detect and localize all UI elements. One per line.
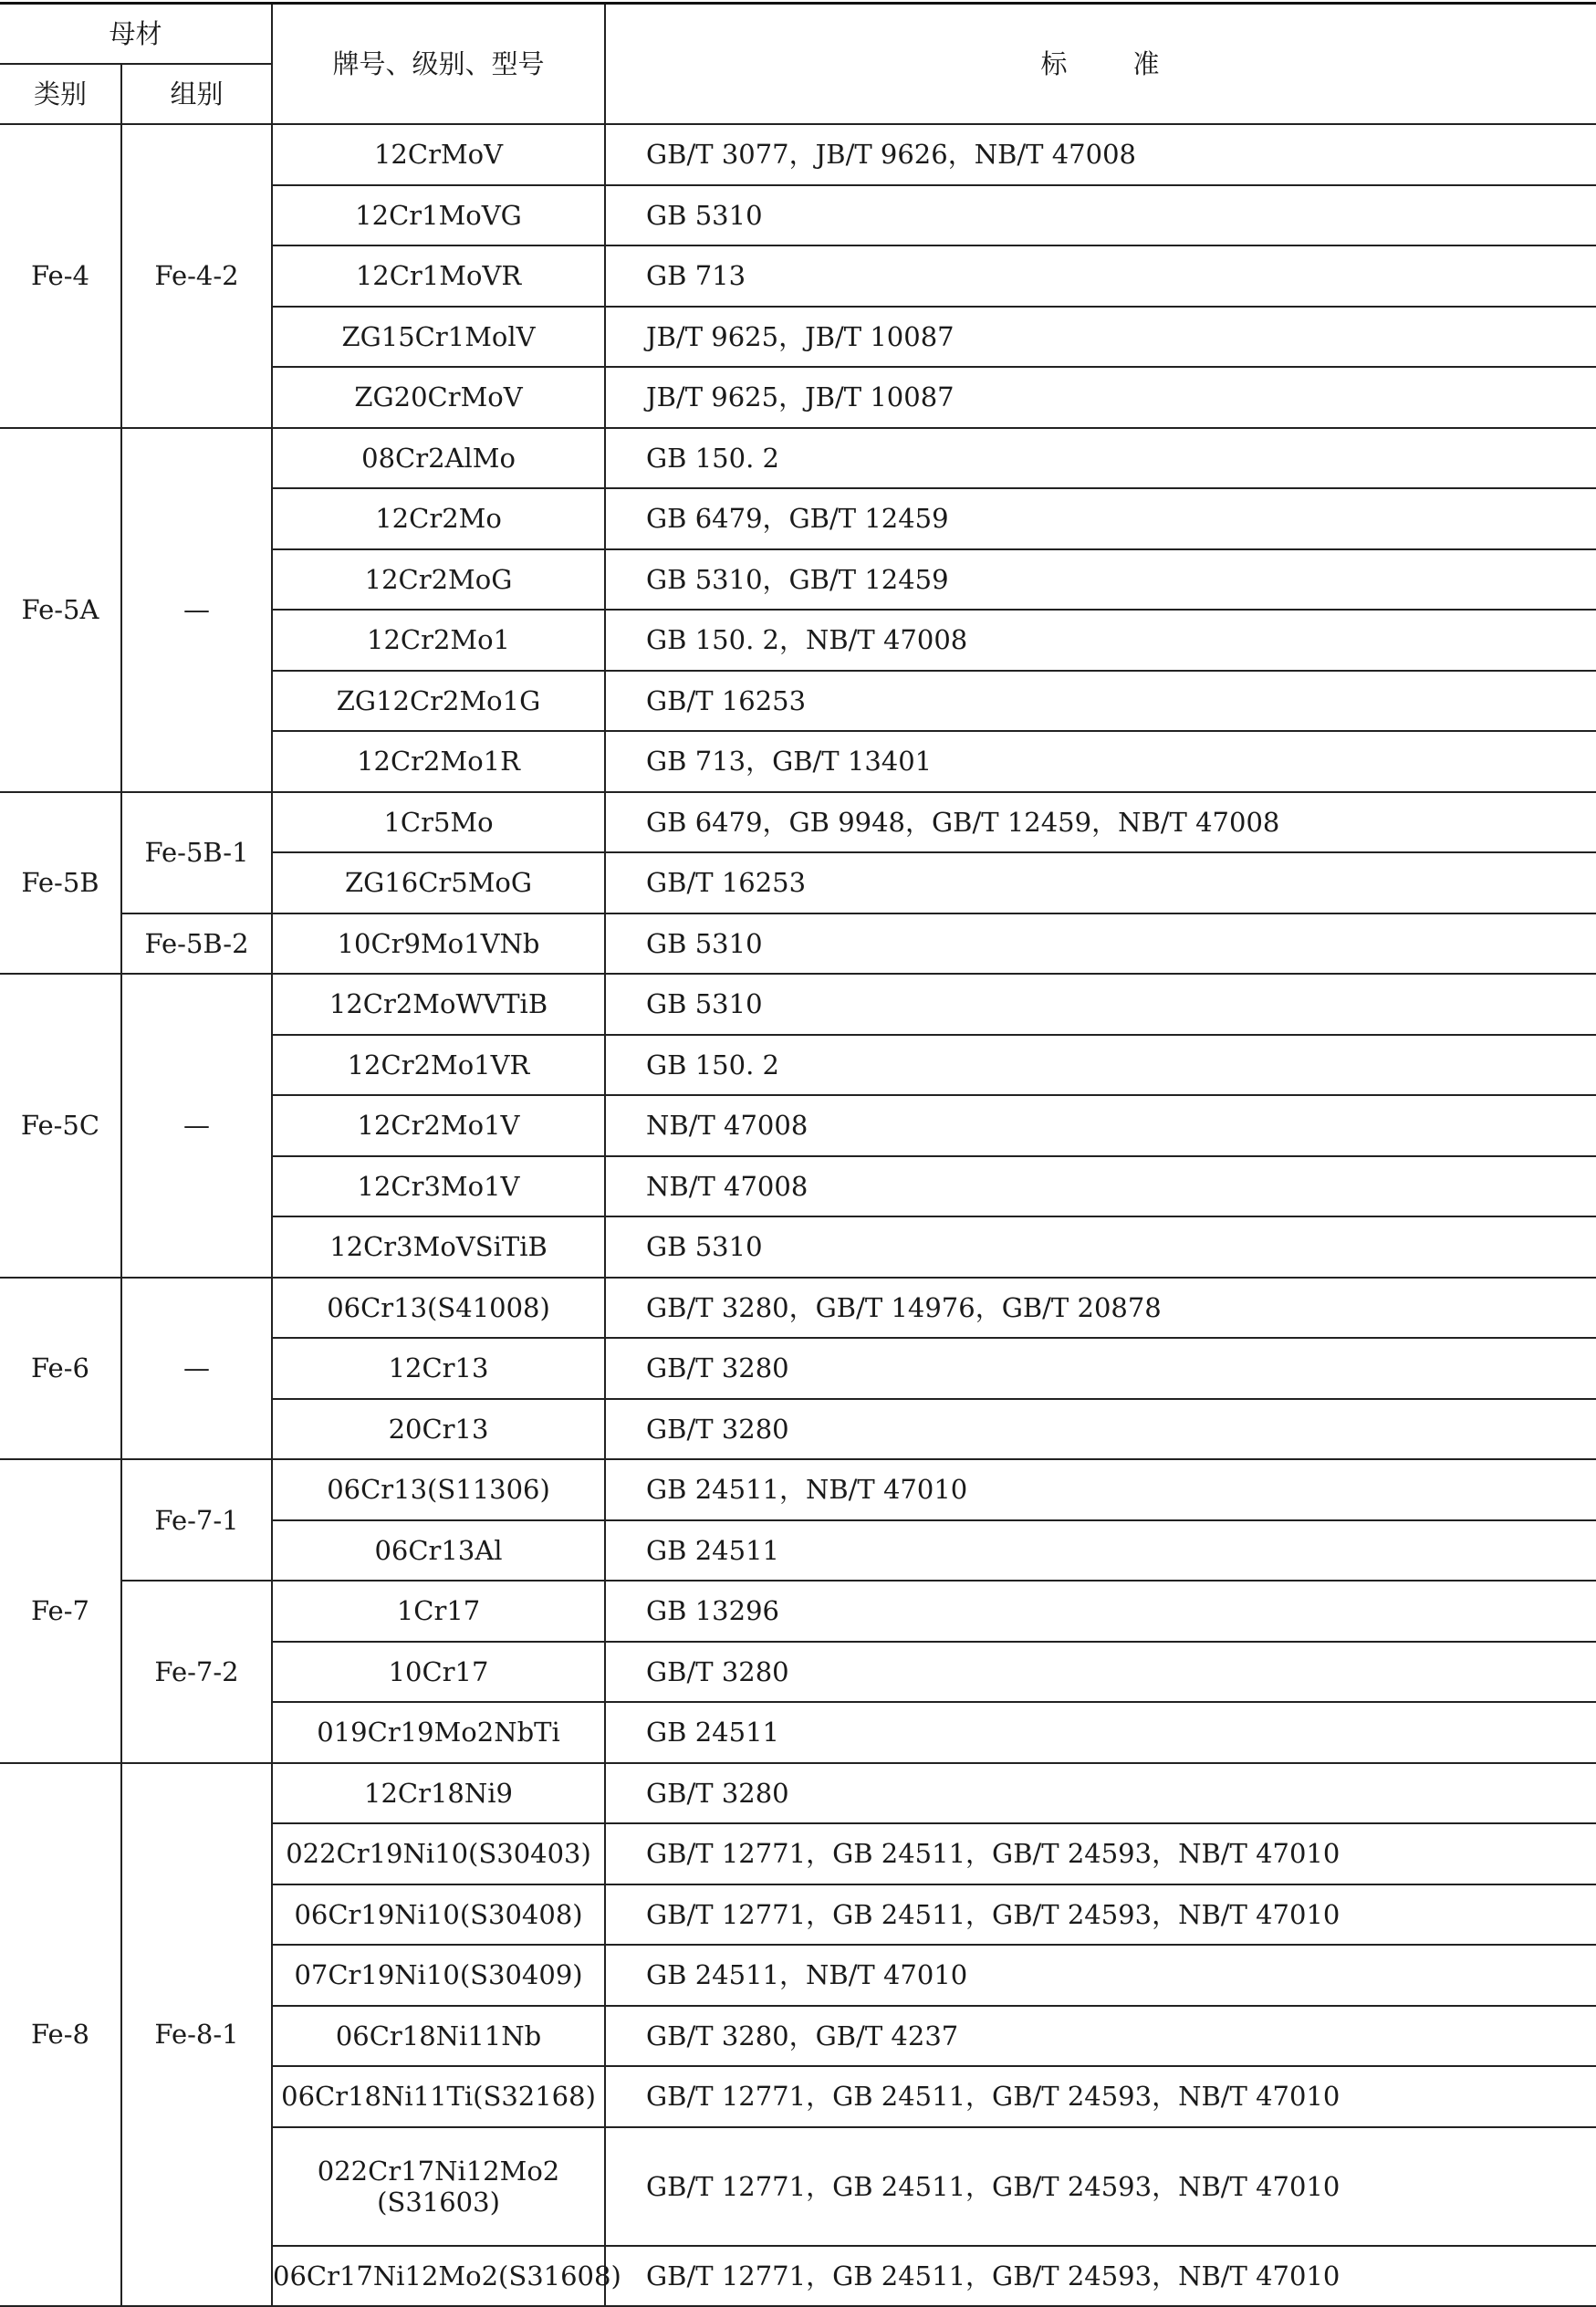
group-cell: — — [121, 428, 272, 792]
grade-cell: 12Cr3Mo1V — [272, 1156, 605, 1217]
standard-cell: GB 5310，GB/T 12459 — [605, 549, 1596, 611]
category-cell: Fe-4 — [0, 124, 121, 428]
category-cell: Fe-7 — [0, 1459, 121, 1763]
grade-cell: 12Cr2MoG — [272, 549, 605, 611]
material-standards-table — [0, 2, 1596, 2307]
standard-cell: GB 24511 — [605, 1520, 1596, 1581]
table-row — [0, 124, 1596, 185]
grade-cell: 12Cr2Mo1VR — [272, 1035, 605, 1096]
standard-cell: GB/T 3280，GB/T 14976，GB/T 20878 — [605, 1278, 1596, 1339]
table-row — [0, 913, 1596, 975]
grade-cell: 12CrMoV — [272, 124, 605, 185]
grade-cell: ZG15Cr1MolV — [272, 307, 605, 368]
category-cell: Fe-5C — [0, 974, 121, 1278]
grade-cell: 1Cr5Mo — [272, 792, 605, 853]
standard-cell: GB/T 12771，GB 24511，GB/T 24593，NB/T 47010 — [605, 2127, 1596, 2246]
grade-cell: 06Cr18Ni11Ti(S32168) — [272, 2066, 605, 2127]
header-row-1 — [0, 4, 1596, 65]
standard-cell: GB/T 3280 — [605, 1399, 1596, 1460]
category-cell: Fe-5B — [0, 792, 121, 975]
grade-cell: 1Cr17 — [272, 1581, 605, 1642]
standard-cell: GB 24511，NB/T 47010 — [605, 1945, 1596, 2006]
standard-cell: GB/T 3280，GB/T 4237 — [605, 2006, 1596, 2067]
grade-cell: 12Cr2Mo1 — [272, 610, 605, 671]
standard-cell: GB 713，GB/T 13401 — [605, 731, 1596, 792]
standard-cell: GB 5310 — [605, 185, 1596, 246]
grade-cell: 12Cr1MoVG — [272, 185, 605, 246]
standard-cell: GB/T 3280 — [605, 1763, 1596, 1824]
grade-cell: 12Cr1MoVR — [272, 245, 605, 307]
table-row — [0, 1459, 1596, 1520]
grade-cell: 10Cr17 — [272, 1642, 605, 1703]
grade-cell: 20Cr13 — [272, 1399, 605, 1460]
grade-cell: 06Cr19Ni10(S30408) — [272, 1884, 605, 1946]
grade-cell: 019Cr19Mo2NbTi — [272, 1702, 605, 1763]
header-category: 类别 — [0, 64, 121, 124]
standard-cell: GB 6479，GB 9948，GB/T 12459，NB/T 47008 — [605, 792, 1596, 853]
grade-cell: 12Cr2Mo1R — [272, 731, 605, 792]
category-cell: Fe-8 — [0, 1763, 121, 2307]
table-row — [0, 1763, 1596, 1824]
standard-cell: GB 6479，GB/T 12459 — [605, 488, 1596, 549]
group-cell: — — [121, 974, 272, 1278]
group-cell: Fe-7-2 — [121, 1581, 272, 1763]
header-group: 组别 — [121, 64, 272, 124]
grade-cell: ZG12Cr2Mo1G — [272, 671, 605, 732]
standard-cell: GB 24511 — [605, 1702, 1596, 1763]
grade-cell: 06Cr17Ni12Mo2(S31608) — [272, 2246, 605, 2307]
grade-cell: 06Cr13(S11306) — [272, 1459, 605, 1520]
standard-cell: NB/T 47008 — [605, 1156, 1596, 1217]
table-body — [0, 4, 1596, 2307]
grade-cell: 07Cr19Ni10(S30409) — [272, 1945, 605, 2006]
group-cell: Fe-4-2 — [121, 124, 272, 428]
table-row — [0, 1581, 1596, 1642]
standard-cell: GB 13296 — [605, 1581, 1596, 1642]
standard-cell: GB 150. 2，NB/T 47008 — [605, 610, 1596, 671]
group-cell: Fe-7-1 — [121, 1459, 272, 1581]
header-standard — [605, 4, 1596, 125]
grade-cell: 12Cr3MoVSiTiB — [272, 1216, 605, 1278]
standard-cell: GB 24511，NB/T 47010 — [605, 1459, 1596, 1520]
grade-cell: 10Cr9Mo1VNb — [272, 913, 605, 975]
standard-cell: GB 5310 — [605, 913, 1596, 975]
header-grade: 牌号、级别、型号 — [272, 4, 605, 125]
grade-cell: 06Cr13(S41008) — [272, 1278, 605, 1339]
standard-cell: GB 713 — [605, 245, 1596, 307]
grade-cell: 06Cr18Ni11Nb — [272, 2006, 605, 2067]
header-parent-material: 母材 — [0, 4, 272, 65]
grade-cell: 022Cr17Ni12Mo2 (S31603) — [272, 2127, 605, 2246]
standard-cell: GB/T 12771，GB 24511，GB/T 24593，NB/T 47010 — [605, 2246, 1596, 2307]
standard-cell: GB/T 16253 — [605, 671, 1596, 732]
group-cell: Fe-5B-2 — [121, 913, 272, 975]
standard-cell: NB/T 47008 — [605, 1095, 1596, 1156]
standard-cell: GB/T 3280 — [605, 1338, 1596, 1399]
grade-cell: 12Cr18Ni9 — [272, 1763, 605, 1824]
standard-cell: GB/T 12771，GB 24511，GB/T 24593，NB/T 47010 — [605, 2066, 1596, 2127]
table-row — [0, 1278, 1596, 1339]
grade-cell: 08Cr2AlMo — [272, 428, 605, 489]
category-cell: Fe-5A — [0, 428, 121, 792]
standard-cell: GB/T 3280 — [605, 1642, 1596, 1703]
grade-cell: ZG20CrMoV — [272, 367, 605, 428]
table-row — [0, 792, 1596, 853]
standard-cell: GB/T 12771，GB 24511，GB/T 24593，NB/T 47010 — [605, 1884, 1596, 1946]
grade-cell: 022Cr19Ni10(S30403) — [272, 1823, 605, 1884]
grade-cell: 12Cr2Mo — [272, 488, 605, 549]
group-cell: Fe-8-1 — [121, 1763, 272, 2307]
grade-cell: 12Cr2MoWVTiB — [272, 974, 605, 1035]
group-cell: Fe-5B-1 — [121, 792, 272, 913]
header-standard-part-2: 准 — [1132, 48, 1162, 79]
grade-cell: 06Cr13Al — [272, 1520, 605, 1581]
grade-cell: 12Cr13 — [272, 1338, 605, 1399]
standard-cell: GB 150. 2 — [605, 1035, 1596, 1096]
header-standard-part-1: 标 — [1040, 48, 1069, 79]
standard-cell: GB/T 16253 — [605, 852, 1596, 913]
standard-cell: JB/T 9625，JB/T 10087 — [605, 367, 1596, 428]
group-cell: — — [121, 1278, 272, 1460]
grade-cell: 12Cr2Mo1V — [272, 1095, 605, 1156]
standard-cell: GB 5310 — [605, 974, 1596, 1035]
table-row — [0, 974, 1596, 1035]
standard-cell: GB 5310 — [605, 1216, 1596, 1278]
standard-cell: JB/T 9625，JB/T 10087 — [605, 307, 1596, 368]
category-cell: Fe-6 — [0, 1278, 121, 1460]
standard-cell: GB/T 3077，JB/T 9626，NB/T 47008 — [605, 124, 1596, 185]
standard-cell: GB 150. 2 — [605, 428, 1596, 489]
grade-cell: ZG16Cr5MoG — [272, 852, 605, 913]
standard-cell: GB/T 12771，GB 24511，GB/T 24593，NB/T 47010 — [605, 1823, 1596, 1884]
table-row — [0, 428, 1596, 489]
